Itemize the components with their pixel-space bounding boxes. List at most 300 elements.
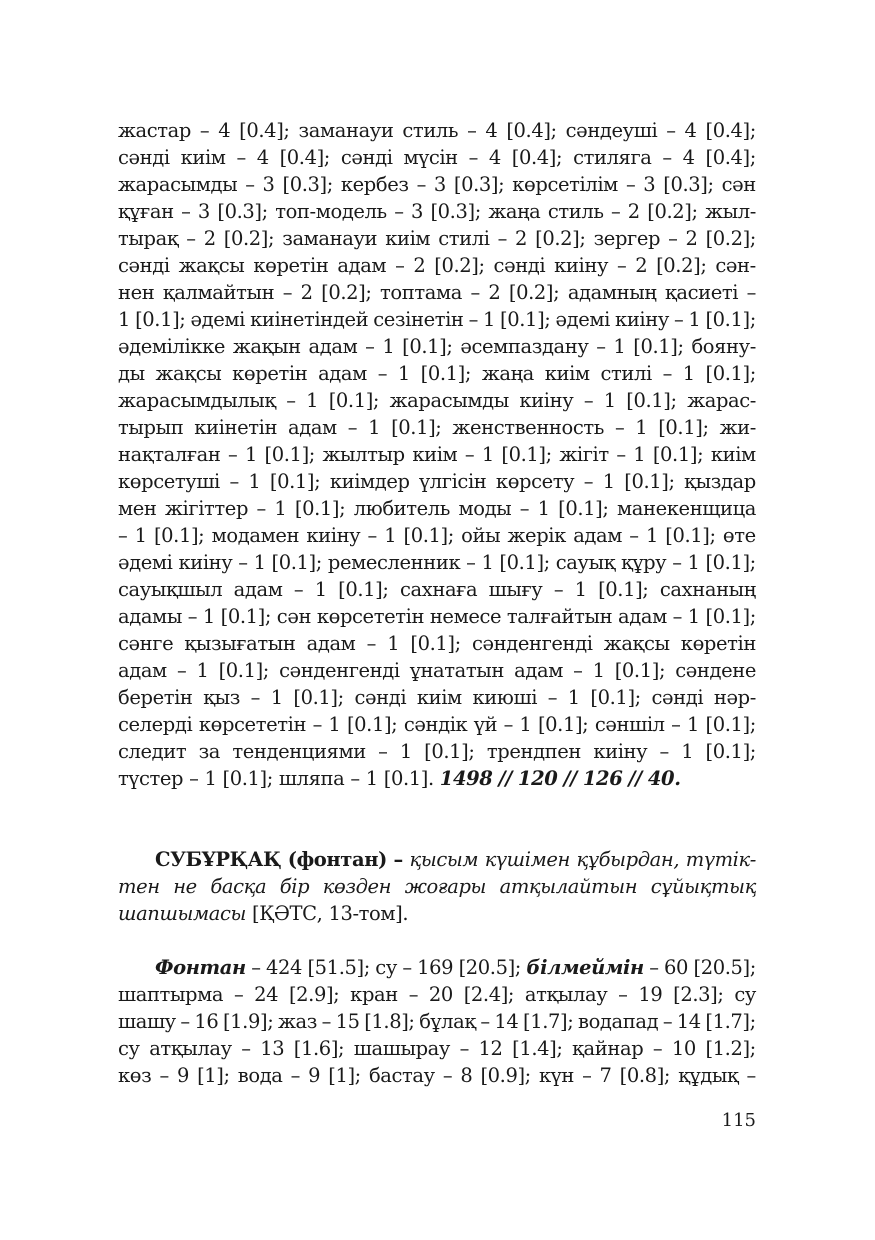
word: [0.4]; <box>239 119 290 142</box>
word: [ҚӘТС, <box>252 902 323 925</box>
word: басқа <box>210 875 267 898</box>
text-line <box>118 279 756 306</box>
word: тырып <box>118 416 184 439</box>
word: – <box>176 659 187 682</box>
text-line <box>118 765 756 792</box>
word: қайнар <box>572 1037 644 1060</box>
word: күшімен <box>484 848 570 871</box>
word: – <box>256 497 266 520</box>
word: 1 <box>687 713 700 736</box>
word: үлгісін <box>419 470 487 493</box>
word: сәнді <box>354 686 407 709</box>
word: – <box>573 659 583 682</box>
word: кербез <box>340 173 409 196</box>
word: жақсы <box>603 632 670 655</box>
text-line <box>118 1062 756 1089</box>
word: бастау <box>368 1064 435 1087</box>
text-line <box>118 603 756 630</box>
word: [0.1]; <box>220 605 272 628</box>
word: – <box>189 767 199 790</box>
word: түтік- <box>685 848 756 871</box>
word: – <box>290 1064 301 1087</box>
word: 4 <box>684 119 697 142</box>
word: шашырау <box>353 1037 450 1060</box>
word: 2 <box>488 281 501 304</box>
word: [1.7]; <box>705 1010 756 1033</box>
word: 19 <box>638 983 663 1006</box>
word: жарасымдылық <box>118 389 276 412</box>
word: жақын <box>232 335 301 358</box>
word: // <box>563 767 577 790</box>
word: – <box>659 740 669 763</box>
word: – <box>408 983 419 1006</box>
word: 4 <box>485 119 498 142</box>
word: адам <box>514 659 563 682</box>
word: шаптырма <box>118 983 224 1006</box>
word: – <box>553 578 564 601</box>
word: [0.1]; <box>424 740 475 763</box>
word: топтама <box>380 281 462 304</box>
word: 1 <box>645 524 658 547</box>
word: [0.1]; <box>218 659 269 682</box>
word: бұлақ <box>419 1010 476 1033</box>
word: стиляга <box>573 146 652 169</box>
word: 4 <box>218 119 231 142</box>
word: [0.1]; <box>338 578 389 601</box>
word: [20.5]; <box>693 956 756 979</box>
word: [0.2]; <box>223 227 275 250</box>
word: 2 <box>627 200 640 223</box>
word: [0.2]; <box>434 254 485 277</box>
word: – <box>672 551 682 574</box>
word: – <box>394 200 404 223</box>
word: стилі <box>600 362 652 385</box>
word: 1 <box>481 443 494 466</box>
word: – <box>350 767 360 790</box>
text-line <box>118 1008 756 1035</box>
word: жаңа <box>481 362 534 385</box>
word: [1.8]; <box>364 1010 415 1033</box>
word: білмеймін <box>526 956 644 979</box>
word: сән <box>276 605 312 628</box>
word: нақталған <box>118 443 221 466</box>
word: сәнді <box>118 146 170 169</box>
word: 4 <box>488 146 501 169</box>
text-line <box>118 738 756 765</box>
word: көрсететін <box>316 605 425 628</box>
word: 1 <box>481 551 494 574</box>
word: – <box>250 686 261 709</box>
word: беретін <box>118 686 193 709</box>
word: [0.1]; <box>705 308 756 331</box>
word: 1 <box>202 605 215 628</box>
word: [0.1]; <box>624 470 675 493</box>
word: 1 <box>613 335 626 358</box>
word: 1 <box>603 389 616 412</box>
word: [0.1]; <box>537 713 589 736</box>
word: тырақ <box>118 227 179 250</box>
word: киіну <box>615 308 669 331</box>
text-line <box>118 522 756 549</box>
word: сәнді <box>651 686 704 709</box>
word: адамның <box>567 281 657 304</box>
word: қыздар <box>684 470 756 493</box>
word: [0.1]; <box>403 524 454 547</box>
word: ремесленник <box>327 551 461 574</box>
text-line <box>118 954 756 981</box>
word: 1 <box>248 470 261 493</box>
word: әсемпаздану <box>460 335 589 358</box>
word: – <box>293 578 304 601</box>
word: сәнденгенді <box>279 659 400 682</box>
word: зергер <box>593 227 661 250</box>
word: – <box>468 146 479 169</box>
word: – <box>582 1064 592 1087</box>
word: 1 <box>253 551 266 574</box>
word: – <box>286 389 296 412</box>
word: әдемі <box>190 308 246 331</box>
word: ұнататын <box>409 659 505 682</box>
word: [0.1]; <box>328 389 380 412</box>
word: киім <box>180 146 226 169</box>
word: 2 <box>635 254 648 277</box>
word: [0.1]; <box>402 335 453 358</box>
word: – <box>614 416 625 439</box>
word: 1 <box>314 578 327 601</box>
word: адам <box>618 605 667 628</box>
word: сауықшыл <box>118 578 223 601</box>
word: бір <box>279 875 310 898</box>
word: 13-том]. <box>328 902 409 925</box>
word: – <box>199 119 210 142</box>
word: киюші <box>472 686 538 709</box>
word: киім <box>385 227 431 250</box>
word: нен <box>118 281 155 304</box>
word: адам <box>306 632 356 655</box>
word: селерді <box>118 713 193 736</box>
word: стиль <box>402 119 459 142</box>
text-line <box>118 414 756 441</box>
text-line <box>118 360 756 387</box>
word: – <box>378 740 388 763</box>
word: 40. <box>647 767 681 790</box>
word: – <box>662 146 672 169</box>
word: [1]; <box>328 1064 361 1087</box>
word: – <box>238 551 248 574</box>
text-line <box>118 252 756 279</box>
word: 1 <box>397 362 410 385</box>
paragraph-associations <box>118 117 756 792</box>
word: 2 <box>515 227 528 250</box>
word: СУБҰРҚАҚ <box>155 848 282 871</box>
word: 12 <box>478 1037 503 1060</box>
word: – <box>668 227 678 250</box>
word: – <box>629 524 639 547</box>
word: – <box>118 524 128 547</box>
word: көретін <box>232 362 308 385</box>
word: заманауи <box>282 227 378 250</box>
word: [1.9]; <box>222 1010 274 1033</box>
word: – <box>312 713 322 736</box>
word: – <box>233 983 244 1006</box>
word: адам <box>233 578 283 601</box>
word: [0.1]; <box>614 659 666 682</box>
word: – <box>245 173 255 196</box>
word: қысым <box>409 848 479 871</box>
word: 1 <box>244 443 257 466</box>
word: атқылайтын <box>499 875 638 898</box>
word: киіну <box>519 389 574 412</box>
word: сән- <box>715 254 756 277</box>
word: 1 <box>204 767 217 790</box>
word: адам <box>118 659 167 682</box>
word: 126 <box>582 767 623 790</box>
word: [0.3]; <box>217 200 268 223</box>
word: [51.5]; <box>307 956 370 979</box>
word: 1 <box>602 470 615 493</box>
word: – <box>228 443 238 466</box>
word: [0.2]; <box>656 254 707 277</box>
text-line <box>118 630 756 657</box>
text-line <box>118 468 756 495</box>
word: адам <box>337 254 387 277</box>
word: женственность <box>452 416 604 439</box>
word: адам <box>573 524 623 547</box>
word: күн <box>538 1064 574 1087</box>
word: жігіттер <box>165 497 249 520</box>
word: [0.1]; <box>222 767 273 790</box>
word: жарасымды <box>118 173 238 196</box>
word: [2.9]; <box>288 983 340 1006</box>
word: кран <box>350 983 398 1006</box>
word: 9 <box>176 1064 189 1087</box>
word: [0.3]; <box>453 173 505 196</box>
word: 1 <box>574 578 587 601</box>
word: киінетін <box>194 416 278 439</box>
word: – <box>547 686 558 709</box>
word: 2 <box>685 227 698 250</box>
word: бояну- <box>691 335 756 358</box>
word: стиль <box>547 200 604 223</box>
word: за <box>198 740 221 763</box>
word: – <box>746 1064 756 1087</box>
word: – <box>395 254 405 277</box>
word: шашу <box>118 1010 176 1033</box>
word: жоғары <box>404 875 487 898</box>
word: көз <box>118 1064 152 1087</box>
word: тенденциями <box>232 740 366 763</box>
word: су <box>118 1037 140 1060</box>
word: – <box>442 1064 453 1087</box>
word: – <box>459 1037 469 1060</box>
word: – <box>402 956 412 979</box>
word: 8 <box>460 1064 473 1087</box>
word: 1 <box>270 686 283 709</box>
word: шығу <box>488 578 543 601</box>
word: – <box>251 956 261 979</box>
word: 1 <box>365 767 378 790</box>
word: не <box>173 875 197 898</box>
word: қызығатын <box>184 632 296 655</box>
word: – <box>181 200 191 223</box>
text-line <box>118 981 756 1008</box>
word: 1 <box>567 686 580 709</box>
word: шляпа <box>278 767 345 790</box>
word: [0.2]; <box>705 227 756 250</box>
word: – <box>519 497 530 520</box>
word: заманауи <box>298 119 394 142</box>
word: әдемі <box>555 308 610 331</box>
word: жастар <box>118 119 191 142</box>
word: – <box>365 335 375 358</box>
word: жарас- <box>687 389 756 412</box>
word: әдемі <box>118 551 173 574</box>
word: водапад <box>578 1010 659 1033</box>
word: [1.4]; <box>512 1037 563 1060</box>
paragraph-fontan-associations <box>118 954 756 1089</box>
word: – <box>649 956 659 979</box>
text-line <box>118 333 756 360</box>
word: 1 <box>682 362 695 385</box>
word: // <box>498 767 512 790</box>
word: – <box>470 281 480 304</box>
word: тен <box>118 875 160 898</box>
word: [0.1]; <box>705 713 756 736</box>
word: киім <box>416 686 462 709</box>
word: сәнденгенді <box>471 632 593 655</box>
word: 1 <box>519 713 532 736</box>
word: жи- <box>719 416 756 439</box>
word: сәндеуші <box>565 119 658 142</box>
text-line <box>118 900 756 927</box>
word: жақсы <box>155 362 222 385</box>
word: 1 <box>382 335 395 358</box>
word: адам <box>318 362 367 385</box>
word: [0.1]; <box>652 443 704 466</box>
word: құру <box>621 551 667 574</box>
word: 60 <box>664 956 689 979</box>
text-line <box>118 549 756 576</box>
word: [1.6]; <box>293 1037 345 1060</box>
word: [0.1]; <box>501 443 552 466</box>
word: стилі <box>438 227 490 250</box>
word: – <box>616 443 626 466</box>
word: ды <box>118 362 145 385</box>
word: любитель <box>353 497 450 520</box>
word: – <box>464 443 475 466</box>
word: – <box>236 146 246 169</box>
word: – <box>616 254 627 277</box>
word: 3 <box>643 173 656 196</box>
word: [2.3]; <box>673 983 724 1006</box>
word: сәнді <box>118 254 170 277</box>
word: Фонтан <box>155 956 246 979</box>
word: [2.4]; <box>463 983 515 1006</box>
word: жерік <box>507 524 566 547</box>
word: жылтыр <box>322 443 405 466</box>
word: 1 <box>399 740 412 763</box>
word: [0.1]; <box>391 416 442 439</box>
word: [0.1]; <box>665 524 716 547</box>
word: [1.2]; <box>705 1037 756 1060</box>
word: – <box>672 605 682 628</box>
word: 16 <box>194 1010 219 1033</box>
word: – <box>662 362 672 385</box>
word: көрсетуші <box>118 470 220 493</box>
word: 1498 <box>439 767 493 790</box>
word: – <box>347 416 358 439</box>
word: [0.1]; <box>633 335 684 358</box>
text-line <box>118 495 756 522</box>
word: сезінетін <box>373 308 464 331</box>
text-line <box>118 846 756 873</box>
word: қалмайтын <box>162 281 275 304</box>
text-line <box>118 1035 756 1062</box>
word: 20 <box>428 983 453 1006</box>
word: [0.3]; <box>282 173 333 196</box>
word: – <box>180 1010 190 1033</box>
word: [0.1]; <box>293 686 344 709</box>
word: – <box>674 308 684 331</box>
text-line <box>118 198 756 225</box>
word: сәндене <box>675 659 756 682</box>
word: сәншіл <box>594 713 665 736</box>
word: – <box>497 227 507 250</box>
word: 24 <box>254 983 279 1006</box>
word: – <box>366 632 376 655</box>
word: сауық <box>555 551 616 574</box>
word: [0.1]; <box>135 308 186 331</box>
word: – <box>186 227 196 250</box>
word: трендпен <box>486 740 582 763</box>
text-line <box>118 657 756 684</box>
word: су <box>375 956 397 979</box>
word: жаз <box>277 1010 317 1033</box>
paragraph-definition <box>118 846 756 927</box>
word: жігіт <box>559 443 609 466</box>
word: қыз <box>203 686 240 709</box>
word: 10 <box>671 1037 696 1060</box>
text-line <box>118 711 756 738</box>
word: – <box>671 713 681 736</box>
word: модамен <box>211 524 300 547</box>
page-number: 115 <box>721 1110 756 1131</box>
word: [0.1]; <box>499 551 550 574</box>
word: 7 <box>599 1064 612 1087</box>
word: [0.4]; <box>705 146 756 169</box>
word: 1 <box>196 659 209 682</box>
word: 169 <box>417 956 454 979</box>
word: 1 <box>592 659 605 682</box>
word: – <box>377 362 388 385</box>
word: 13 <box>260 1037 285 1060</box>
word: шапшымасы <box>118 902 247 925</box>
word: 14 <box>494 1010 519 1033</box>
word: 3 <box>197 200 210 223</box>
word: көрсететін <box>198 713 307 736</box>
word: 1 <box>681 740 694 763</box>
word: түстер <box>118 767 184 790</box>
word: киіну <box>554 254 609 277</box>
text-line <box>118 144 756 171</box>
word: 1 <box>482 308 495 331</box>
word: талғайтын <box>506 605 613 628</box>
word: [0.9]; <box>480 1064 531 1087</box>
word: [0.1]; <box>264 443 315 466</box>
word: – <box>416 173 426 196</box>
word: – <box>321 1010 331 1033</box>
word: мүсін <box>403 146 458 169</box>
